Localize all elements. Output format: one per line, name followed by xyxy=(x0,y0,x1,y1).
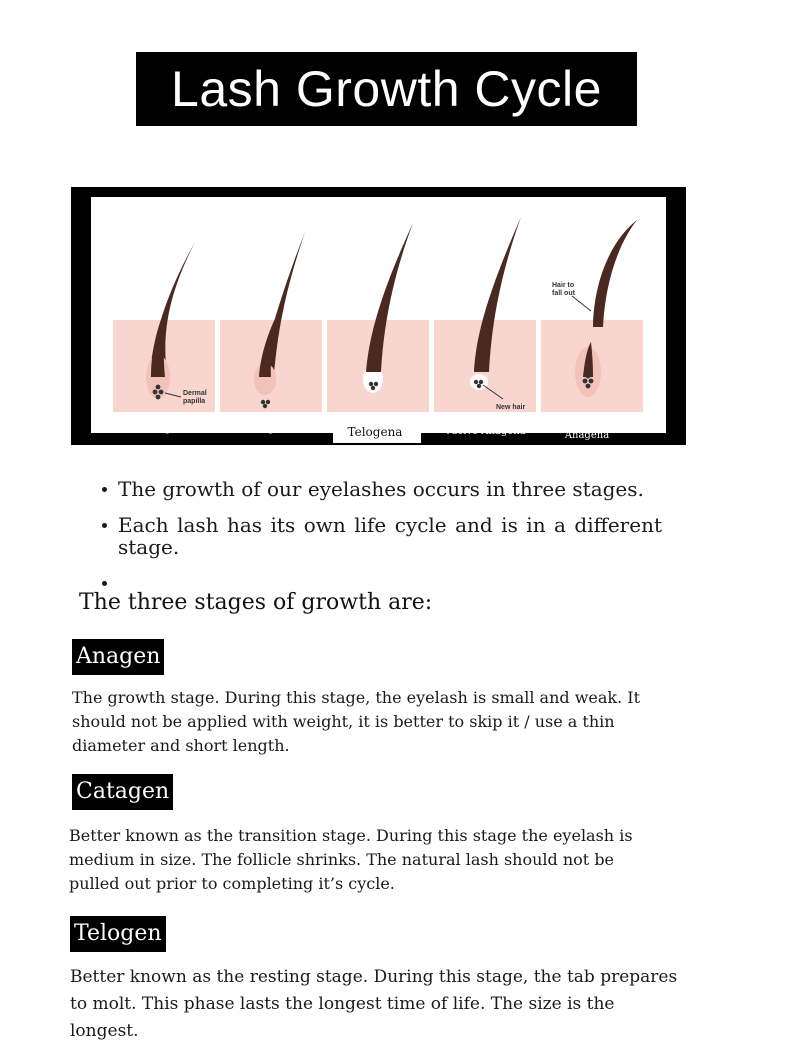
stage-description-anagen: The growth stage. During this stage, the eyelash is small and weak. It should not be applied with weight, it is better to skip it / use a thin diameter and short length. xyxy=(72,688,641,755)
bullet-item: The growth of our eyelashes occurs in three stages. xyxy=(102,478,662,500)
stage-heading-telogen: Telogen xyxy=(70,916,166,952)
page-title: Lash Growth Cycle xyxy=(171,61,602,117)
label-dermal-papilla: Dermal papilla xyxy=(183,390,207,405)
bullet-item-empty xyxy=(102,572,662,586)
label-hair-to-fall-out: Hair to fall out xyxy=(552,282,575,297)
stage-heading-anagen: Anagen xyxy=(72,639,164,675)
stage-label-vuelve-anagena: Vuelve Anagena xyxy=(444,426,526,437)
section-subheading: The three stages of growth are: xyxy=(79,590,433,615)
bullet-item: Each lash has its own life cycle and is in a different stage. xyxy=(102,514,662,558)
stage-label-catagena: Catagena xyxy=(239,420,297,434)
stage-description-telogen: Better known as the resting stage. During this stage, the tab prepares to molt. This phase lasts the longest time of life. The size is the longest. xyxy=(70,967,678,1041)
stage-label-telogena: Telogena xyxy=(347,425,403,439)
stage-label-temparana-anagena: Temparana Anagena xyxy=(558,418,616,441)
bullet-list xyxy=(102,478,662,586)
label-new-hair: New hair xyxy=(496,404,526,411)
title-banner xyxy=(136,52,637,126)
stage-description-catagen: Better known as the transition stage. During this stage the eyelash is medium in size. The follicle shrinks. The natural lash should not be pulled out prior to completing it’s cycle. xyxy=(69,826,633,893)
stage-label-anagena: Anagena xyxy=(140,420,194,434)
stage-heading-catagen: Catagen xyxy=(72,774,173,810)
lash-cycle-figure xyxy=(71,187,686,445)
